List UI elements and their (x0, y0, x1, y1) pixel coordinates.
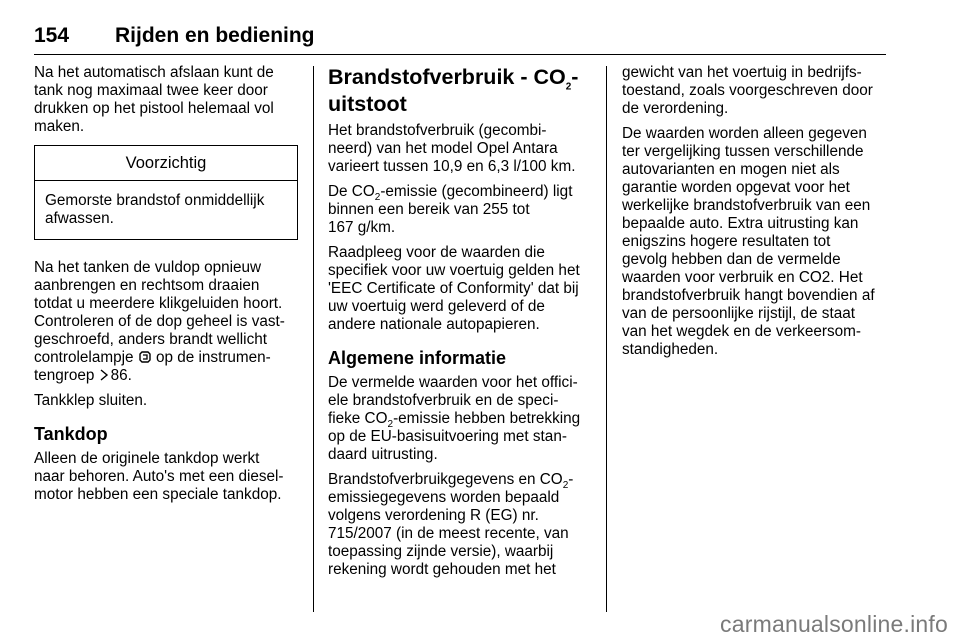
refuel-paragraph: Na het tanken de vuldop opnieuw aanbrengen en rechtsom draaien totdat u meerdere klikgeluiden hoort. Controleren of de dop geheel is vast- geschroefd, anders brandt wellicht controlelampje op de instrumen- tengroep 86. (34, 259, 285, 384)
regulation-paragraph: Brandstofverbruikgegevens en $CO_2-$ emissiegegevens worden bepaald volgens verordening R (EG) nr. 715/2007 (in de meest recente, van toepassing zijnde versie), waarbij rekening wordt gehouden met het (328, 471, 574, 578)
column-divider-2 (606, 66, 607, 612)
check-engine-lamp-icon (138, 350, 152, 364)
heading-algemene-informatie: Algemene informatie (328, 348, 507, 368)
close-flap-paragraph: Tankklep sluiten. (34, 392, 148, 409)
caution-title: Voorzichtig (35, 146, 297, 181)
column-divider-1 (313, 66, 314, 612)
tankdop-paragraph: Alleen de originele tankdop werkt naar behoren. Auto's met een diesel- motor hebben een speciale tankdop. (34, 450, 284, 503)
comparison-paragraph: De waarden worden alleen gegeven ter vergelijking tussen verschillende autovarianten en mogen niet als garantie worden opgevat voor het werkelijke brandstofverbruik van een bepaalde auto. Extra uitrusting kan enigszins hogere resultaten tot gevolg hebben dan de vermelde waarden voor verbruik en CO2. Het brandstofverbruik hangt bovendien af van de persoonlijke rijstijl, de staat van het wegdek en de verkeersom- standigheden. (622, 125, 875, 358)
caution-box (34, 145, 298, 240)
caution-text: Gemorste brandstof onmiddellijk afwassen. (45, 192, 265, 227)
column-2 (328, 64, 594, 586)
column-3 (622, 64, 890, 366)
intro-paragraph: Na het automatisch afslaan kunt de tank nog maximaal twee keer door drukken op het pistool helemaal vol maken. (34, 64, 274, 135)
page-reference-arrow-icon (99, 369, 109, 381)
certificate-paragraph: Raadpleeg voor de waarden die specifiek voor uw voertuig gelden het 'EEC Certificate of Conformity' dat bij uw voertuig werd geleverd of de andere nationale autopapieren. (328, 244, 580, 333)
page-header (34, 24, 886, 55)
emission-paragraph: De $CO_2$-emissie (gecombineerd) ligt binnen een bereik van 255 tot 167 g/km. (328, 183, 573, 236)
watermark: carmanualsonline.info (720, 611, 948, 637)
general-info-paragraph: De vermelde waarden voor het offici- ele brandstofverbruik en de speci- fieke $CO_2$-emissie hebben betrekking op de EU-basisuitvoering met stan- daard uitrusting. (328, 374, 581, 463)
chapter-title: Rijden en bediening (115, 24, 315, 47)
page-number: 154 (34, 24, 70, 47)
section-title: Brandstofverbruik - $CO_2-$ uitstoot (328, 65, 579, 116)
heading-tankdop: Tankdop (34, 424, 108, 444)
consumption-paragraph: Het brandstofverbruik (gecombi- neerd) van het model Opel Antara varieert tussen 10,9 en 6,3 l/100 km. (328, 122, 576, 175)
column-1 (34, 64, 298, 511)
page-reference[interactable]: 86. (110, 367, 132, 384)
weight-paragraph: gewicht van het voertuig in bedrijfs- toestand, zoals voorgeschreven door de verordening. (622, 64, 873, 117)
